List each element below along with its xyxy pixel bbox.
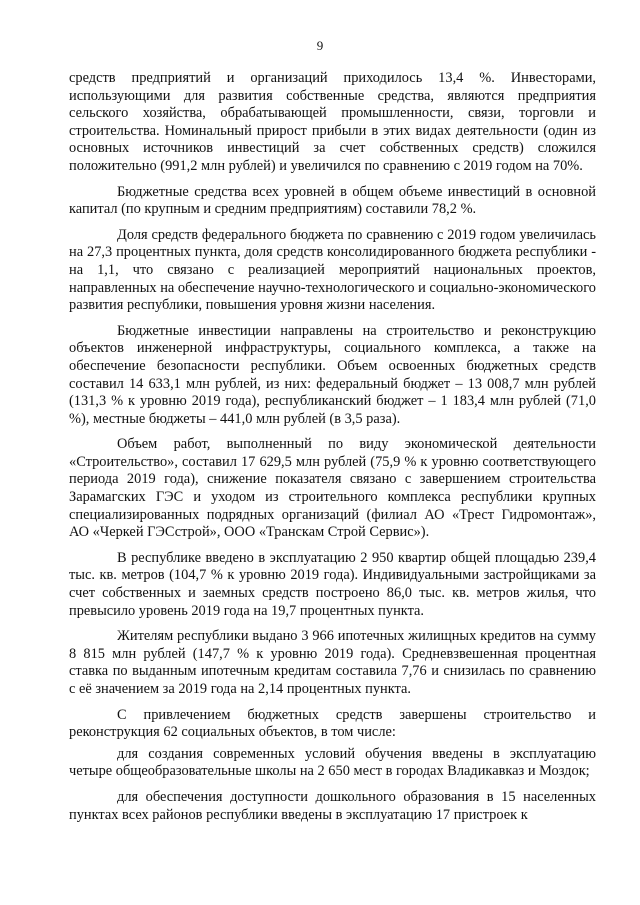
document-body: [69, 70, 596, 832]
paragraph-own-funds: средств предприятий и организаций приходилось 13,4 %. Инвесторами, использующими для развития собственные средства, являются предприятия сельского хозяйства, обрабатывающей промышленности, связи, торговли и строительства. Номинальный прирост прибыли в этих видах деятельности (один из основных источников инвестиций за счет собственных средств) сложился положительно (991,2 млн рублей) и увеличился по сравнению с 2019 годом на 70%.: [69, 70, 596, 174]
paragraph-mortgage: Жителям республики выдано 3 966 ипотечных жилищных кредитов на сумму 8 815 млн рублей (147,7 % к уровню 2019 года). Средневзвешенная процентная ставка по выданным ипотечным кредитам составила 7,76 и снизилась по сравнению с её значением за 2019 года на 2,14 процентных пункта.: [69, 628, 596, 697]
paragraph-housing: В республике введено в эксплуатацию 2 950 квартир общей площадью 239,4 тыс. кв. метров (104,7 % к уровню 2019 года). Индивидуальными застройщиками за счет собственных и заемных средств построено 86,0 тыс. кв. метров жилья, что превысило уровень 2019 года на 19,7 процентных пункта.: [69, 549, 596, 619]
paragraph-construction-volume: Объем работ, выполненный по виду экономической деятельности «Строительство», составил 17 629,5 млн рублей (75,9 % к уровню соответствующего периода 2019 года), снижение показателя связано с завершением строительства Зарамагских ГЭС и уходом из строительного комплекса республики крупных специализированных подрядных организаций (филиал АО «Трест Гидромонтаж», АО «Черкей ГЭСстрой», ООО «Транскам Строй Сервис»).: [69, 436, 596, 541]
paragraph-budget-investments: Бюджетные инвестиции направлены на строительство и реконструкцию объектов инженерной инфраструктуры, социального комплекса, а также на обеспечение безопасности республики. Объем освоенных бюджетных средств составил 14 633,1 млн рублей, из них: федеральный бюджет – 13 008,7 млн рублей (131,3 % к уровню 2019 года), республиканский бюджет – 1 183,4 млн рублей (71,0 %), местные бюджеты – 441,0 млн рублей (в 3,5 раза).: [69, 322, 596, 427]
page-number: 9: [316, 38, 324, 53]
paragraph-federal-budget: Доля средств федерального бюджета по сравнению с 2019 годом увеличилась на 27,3 процентных пункта, доля средств консолидированного бюджета республики - на 1,1, что связано с реализацией мероприятий национальных проектов, направленных на обеспечение научно-технологического и социально-экономического развития республики, повышения уровня жизни населения.: [69, 226, 596, 314]
paragraph-preschool: для обеспечения доступности дошкольного образования в 15 населенных пунктах всех районов республики введены в эксплуатацию 17 пристроек к: [69, 788, 596, 823]
paragraph-budget-share: Бюджетные средства всех уровней в общем объеме инвестиций в основной капитал (по крупным и средним предприятиям) составили 78,2 %.: [69, 183, 596, 218]
paragraph-schools: для создания современных условий обучения введены в эксплуатацию четыре общеобразовательные школы на 2 650 мест в городах Владикавказ и Моздок;: [69, 745, 596, 780]
paragraph-social-objects: С привлечением бюджетных средств завершены строительство и реконструкция 62 социальных объектов, в том числе:: [69, 706, 596, 741]
